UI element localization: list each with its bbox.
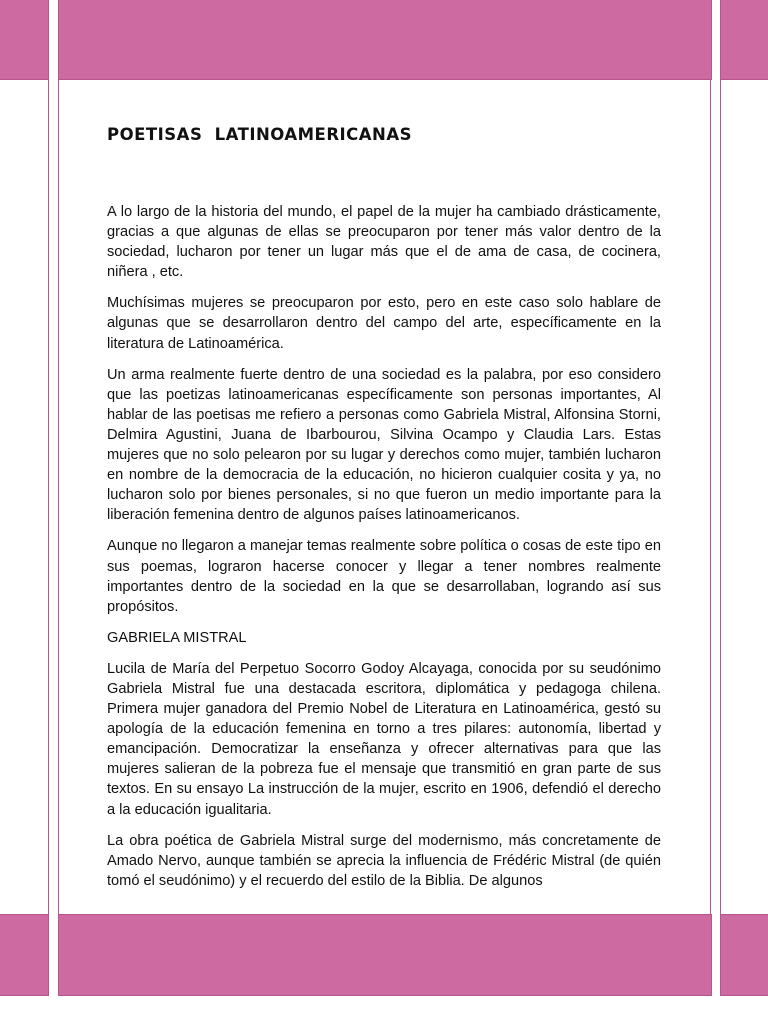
- border-line-right-outer: [720, 79, 721, 914]
- border-left-bottom-block: [0, 914, 49, 996]
- header-band: [58, 0, 712, 80]
- border-line-right-inner: [710, 79, 711, 914]
- paragraph: A lo largo de la historia del mundo, el papel de la mujer ha cambiado drásticamente, gracias a que algunas de ellas se preocuparon por tener más valor dentro de la sociedad, lucharon por tener un lugar más que el de ama de casa, de cocinera, niñera , etc.: [107, 204, 661, 281]
- paragraph: Un arma realmente fuerte dentro de una sociedad es la palabra, por eso considero que las poetizas latinoamericanas específicamente son personas importantes, Al hablar de las poetisas me refiero a personas como Gabriela Mistral, Alfonsina Storni, Delmira Agustini, Juana de Ibarbourou, Silvina Ocampo y Claudia Lars. Estas mujeres que no solo pelearon por su lugar y derechos como mujer, también lucharon en nombre de la democracia de la educación, no hicieron cualquier cosita y ya, no lucharon solo por bienes personales, si no que fueron un medio importante para la liberación femenina dentro de algunos países latinoamericanos.: [107, 366, 661, 524]
- footer-band: [58, 914, 712, 996]
- border-right-top-block: [720, 0, 768, 80]
- page-title: POETISAS LATINOAMERICANAS: [107, 125, 413, 144]
- page-content: [107, 125, 661, 902]
- border-line-left-outer: [48, 79, 49, 914]
- border-left-top-block: [0, 0, 49, 80]
- paragraph: Lucila de María del Perpetuo Socorro Godoy Alcayaga, conocida por su seudónimo Gabriela Mistral fue una destacada escritora, diplomática y pedagoga chilena. Primera mujer ganadora del Premio Nobel de Literatura en Latinoamérica, gestó su apología de la educación femenina en torno a tres pilares: autonomía, libertad y emancipación. Democratizar la enseñanza y ofrecer alternativas para que las mujeres salieran de la pobreza fue el mensaje que transmitió en gran parte de sus textos. En su ensayo La instrucción de la mujer, escrito en 1906, defendió el derecho a la educación igualitaria.: [107, 660, 661, 818]
- paragraph: La obra poética de Gabriela Mistral surge del modernismo, más concretamente de Amado Nervo, aunque también se aprecia la influencia de Frédéric Mistral (de quién tomó el seudónimo) y el recuerdo del estilo de la Biblia. De algunos: [107, 832, 661, 889]
- border-right-bottom-block: [720, 914, 768, 996]
- border-line-left-inner: [58, 79, 59, 914]
- paragraph: Muchísimas mujeres se preocuparon por esto, pero en este caso solo hablare de algunas que se desarrollaron dentro del campo del arte, específicamente en la literatura de Latinoamérica.: [107, 295, 661, 352]
- section-heading: GABRIELA MISTRAL: [107, 629, 247, 646]
- paragraph: Aunque no llegaron a manejar temas realmente sobre política o cosas de este tipo en sus poemas, lograron hacerse conocer y llegar a tener nombres realmente importantes dentro de la sociedad en la que se desarrollaban, logrando así sus propósitos.: [107, 538, 661, 615]
